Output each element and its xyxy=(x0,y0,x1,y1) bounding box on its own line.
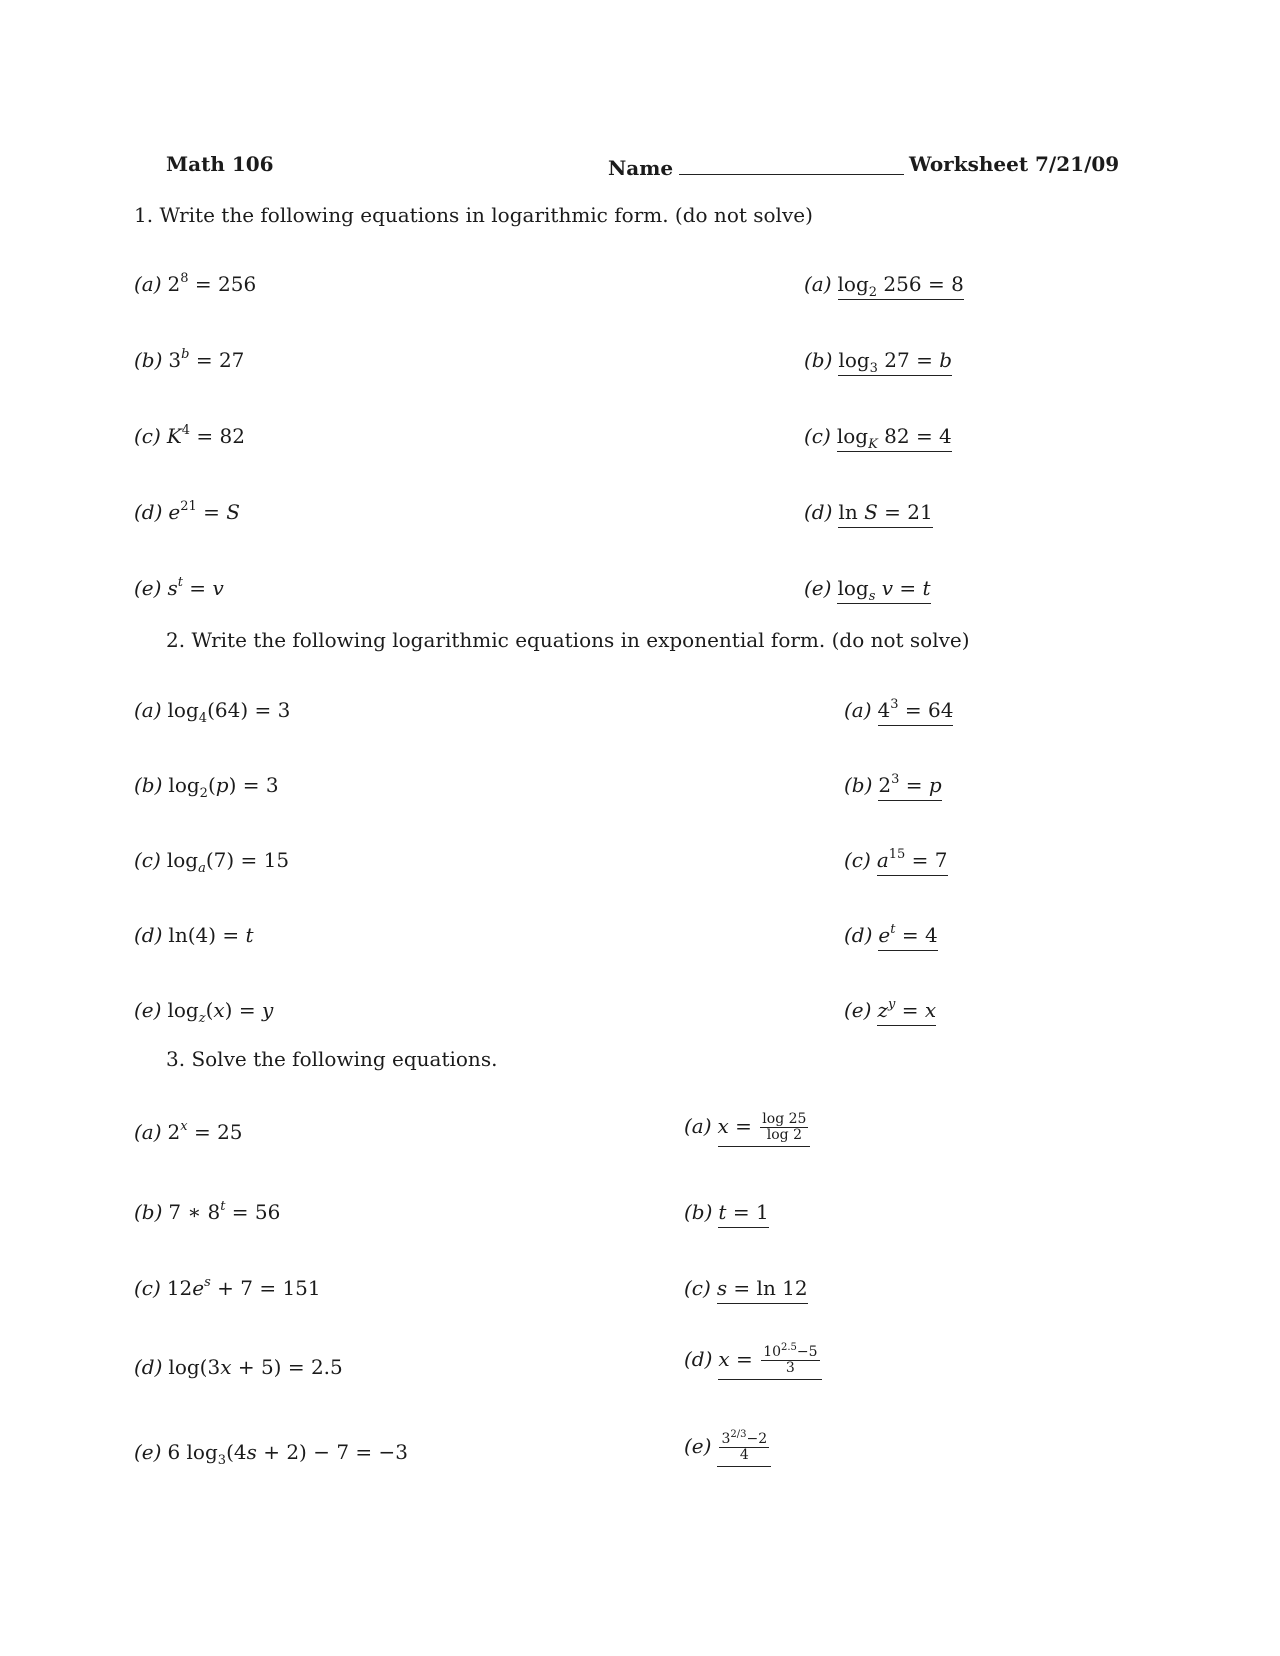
s2-answer-a: (a) $4^3 = 64$ xyxy=(844,698,953,726)
section3-instruction: 3. Solve the following equations. xyxy=(166,1047,498,1071)
s2-answer-c: (c) $a^{15} = 7$ xyxy=(844,848,948,876)
s1-answer-e: (e) $\log_s v = t$ xyxy=(804,576,931,604)
s3-question-e: (e) 6 $\log_3(4s + 2) - 7 = -3$ xyxy=(134,1440,409,1468)
s2-question-e: (e) $\log_z(x) = y$ xyxy=(134,998,274,1026)
s2-question-d: (d) ln(4) = t xyxy=(134,923,254,947)
s2-answer-d: (d) $e^t = 4$ xyxy=(844,923,938,951)
s2-question-a: (a) $\log_4(64) = 3$ xyxy=(134,698,291,726)
worksheet-title: Worksheet 7/21/09 xyxy=(909,152,1120,176)
section1-instruction: 1. Write the following equations in logarithmic form. (do not solve) xyxy=(134,203,813,227)
s3-answer-a: (a) x = $\frac{\log 25}{\log 2}$ xyxy=(684,1112,810,1147)
s1-question-a: (a) $2^8 = 256$ xyxy=(134,271,257,296)
s1-answer-a: (a) $\log_2 256 = 8$ xyxy=(804,272,964,300)
s1-answer-b: (b) $\log_3 27 = b$ xyxy=(804,348,953,376)
s3-question-b: (b) 7 ∗ $8^t = 56$ xyxy=(134,1199,281,1224)
s2-answer-e: (e) $z^y = x$ xyxy=(844,998,936,1026)
s1-question-e: (e) $s^t = v$ xyxy=(134,575,224,600)
s2-question-b: (b) $\log_2(p) = 3$ xyxy=(134,773,279,801)
s3-question-c: (c) $12e^s + 7 = 151$ xyxy=(134,1275,321,1300)
section2-instruction: 2. Write the following logarithmic equations in exponential form. (do not solve) xyxy=(166,628,970,652)
name-blank-line[interactable] xyxy=(679,152,904,175)
s3-answer-e: (e) $\frac{3^{2/3}-2}{4}$ xyxy=(684,1432,771,1467)
s3-answer-c: (c) s = ln 12 xyxy=(684,1276,808,1304)
s2-question-c: (c) $\log_a(7) = 15$ xyxy=(134,848,290,876)
s1-answer-c: (c) $\log_K 82 = 4$ xyxy=(804,424,952,452)
s3-question-a: (a) $2^x = 25$ xyxy=(134,1119,243,1144)
s1-answer-d: (d) ln S = 21 xyxy=(804,500,933,528)
s1-question-d: (d) $e^{21} = S$ xyxy=(134,499,240,524)
s1-question-c: (c) $K^4 = 82$ xyxy=(134,423,245,448)
s1-question-b: (b) $3^b = 27$ xyxy=(134,347,245,372)
s2-answer-b: (b) $2^3 = p$ xyxy=(844,773,942,801)
s3-answer-d: (d) x = $\frac{10^{2.5}-5}{3}$ xyxy=(684,1345,822,1380)
s3-question-d: (d) log(3x + 5) = 2.5 xyxy=(134,1355,343,1379)
s3-answer-b: (b) t = 1 xyxy=(684,1200,769,1228)
name-label: Name xyxy=(608,156,674,180)
name-field[interactable] xyxy=(608,152,904,180)
course-title: Math 106 xyxy=(166,152,274,176)
